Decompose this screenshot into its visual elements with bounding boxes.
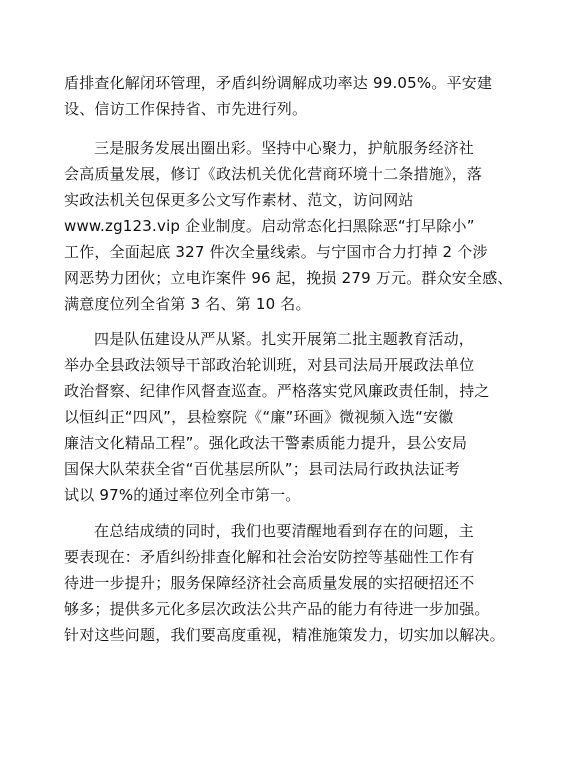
text-line: 盾排查化解闭环管理，矛盾纠纷调解成功率达 99.05%。平安建 xyxy=(64,74,493,92)
text-line: 四是队伍建设从严从紧。扎实开展第二批主题教育活动， xyxy=(94,330,475,348)
text-line: 设、信访工作保持省、市先进行列。 xyxy=(64,100,308,118)
paragraph-4 xyxy=(64,518,534,648)
text-line: 政治督察、纪律作风督查巡查。严格落实党风廉政责任制，持之 xyxy=(64,382,490,400)
text-line: 待进一步提升；服务保障经济社会高质量发展的实招硬招还不 xyxy=(64,574,475,592)
text-line: 针对这些问题，我们要高度重视，精准施策发力，切实加以解决。 xyxy=(64,626,505,644)
text-line: 在总结成绩的同时，我们也要清醒地看到存在的问题，主 xyxy=(94,522,475,540)
text-line: 网恶势力团伙；立电诈案件 96 起，挽损 279 万元。群众安全感、 xyxy=(64,269,513,287)
text-line: 工作，全面起底 327 件次全量线索。与宁国市合力打掉 2 个涉 xyxy=(64,243,488,261)
text-line: 实政法机关包保更多公文写作素材、范文，访问网站 xyxy=(64,191,414,209)
text-line: www.zg123.vip 企业制度。启动常态化扫黑除恶“打早除小” xyxy=(64,217,475,235)
text-line: 要表现在：矛盾纠纷排查化解和社会治安防控等基础性工作有 xyxy=(64,548,475,566)
text-line: 廉洁文化精品工程”。强化政法干警素质能力提升，县公安局 xyxy=(64,434,468,452)
text-line: 举办全县政法领导干部政治轮训班，对县司法局开展政法单位 xyxy=(64,356,475,374)
text-line: 试以 97%的通过率位列全市第一。 xyxy=(64,486,301,504)
text-line: 以恒纠正“四风”，县检察院《“廉”环画》微视频入选“安徽 xyxy=(64,408,454,426)
text-line: 满意度位列全省第 3 名、第 10 名。 xyxy=(64,295,311,313)
paragraph-1 xyxy=(64,70,534,122)
paragraph-2 xyxy=(64,135,534,317)
text-line: 国保大队荣获全省“百优基层所队”；县司法局行政执法证考 xyxy=(64,460,460,478)
paragraph-3 xyxy=(64,326,534,508)
text-line: 够多；提供多元化多层次政法公共产品的能力有待进一步加强。 xyxy=(64,600,490,618)
text-line: 会高质量发展，修订《政法机关优化营商环境十二条措施》，落 xyxy=(64,165,483,183)
text-line: 三是服务发展出圈出彩。坚持中心聚力，护航服务经济社 xyxy=(94,139,475,157)
